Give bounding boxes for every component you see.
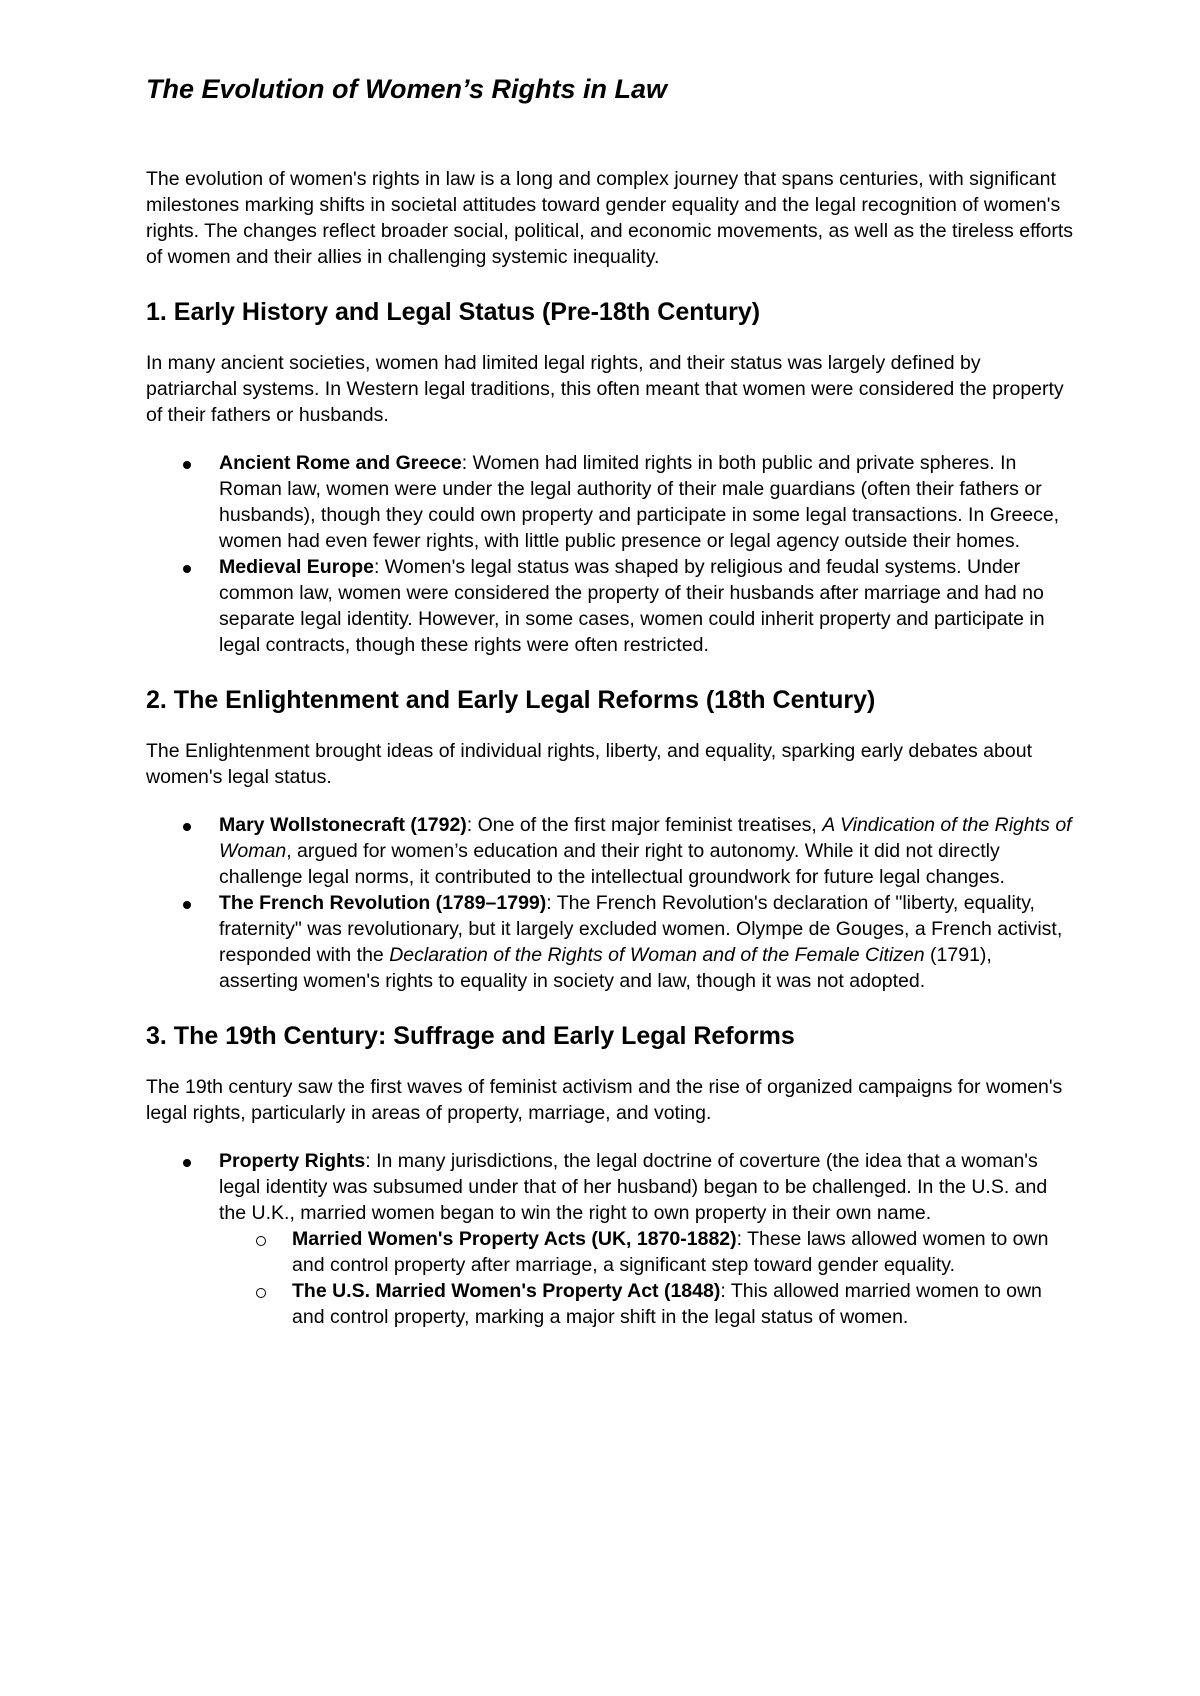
work-title: Declaration of the Rights of Woman and of the Female Citizen: [389, 944, 925, 966]
list-item: [219, 1148, 1076, 1330]
list-item: [219, 890, 1076, 994]
document-body: [146, 72, 1076, 1356]
list-item-term: The French Revolution (1789–1799): [219, 892, 547, 914]
intro-paragraph: The evolution of women's rights in law is a long and complex journey that spans centuries, with significant milestones marking shifts in societal attitudes toward gender equality and the legal recognition of women's rights. The changes reflect broader social, political, and economic movements, as well as the tireless efforts of women and their allies in challenging systemic inequality.: [146, 168, 1074, 268]
list-item-text: : One of the first major feminist treatises,: [466, 814, 823, 836]
bullet-icon: [183, 901, 191, 909]
sublist-item: [292, 1226, 1076, 1278]
section-3-sublist: [219, 1226, 1076, 1330]
list-item-term: Mary Wollstonecraft (1792): [219, 814, 467, 836]
list-item-text: : Women had limited rights in both public and private spheres. In Roman law, women were under the legal authority of their male guardians (often their fathers or husbands), though they could own property and participate in some legal transactions. In Greece, women had even fewer rights, with little public presence or legal agency outside their homes.: [219, 452, 1060, 552]
section-heading-1: 1. Early History and Legal Status (Pre-18th Century): [146, 298, 761, 326]
list-item-text: : The French Revolution's declaration of "liberty, equality, fraternity" was revolutionary, but it largely excluded women. Olympe de Gouges, a French activist, responded with the: [219, 892, 1063, 966]
list-item-text: : These laws allowed women to own and control property after marriage, a significant step toward gender equality.: [292, 1228, 1049, 1276]
list-item-text: : In many jurisdictions, the legal doctrine of coverture (the idea that a woman's legal identity was subsumed under that of her husband) began to be challenged. In the U.S. and the U.K., married women began to win the right to own property in their own name.: [219, 1150, 1048, 1224]
bullet-icon: [183, 461, 191, 469]
list-item: [219, 554, 1076, 658]
list-item-text: : Women's legal status was shaped by religious and feudal systems. Under common law, women were considered the property of their husbands after marriage and had no separate legal identity. However, in some cases, women could inherit property and participate in legal contracts, though these rights were often restricted.: [219, 556, 1045, 656]
bullet-icon: [183, 1159, 191, 1167]
section-2-paragraph: The Enlightenment brought ideas of individual rights, liberty, and equality, sparking early debates about women's legal status.: [146, 740, 1032, 788]
hollow-bullet-icon: [256, 1288, 266, 1298]
list-item-text: : This allowed married women to own and control property, marking a major shift in the legal status of women.: [292, 1280, 1042, 1328]
sublist-item: [292, 1278, 1076, 1330]
list-item-term: The U.S. Married Women's Property Act (1848): [292, 1280, 721, 1302]
section-1-list: [146, 450, 1076, 658]
section-2-list: [146, 812, 1076, 994]
work-title: A Vindication of the Rights of Woman: [219, 814, 1072, 862]
section-1-paragraph: In many ancient societies, women had limited legal rights, and their status was largely defined by patriarchal systems. In Western legal traditions, this often meant that women were considered the property of their fathers or husbands.: [146, 352, 1064, 426]
list-item: [219, 450, 1076, 554]
section-3-paragraph: The 19th century saw the first waves of feminist activism and the rise of organized campaigns for women's legal rights, particularly in areas of property, marriage, and voting.: [146, 1076, 1063, 1124]
list-item-text: , argued for women’s education and their right to autonomy. While it did not directly challenge legal norms, it contributed to the intellectual groundwork for future legal changes.: [219, 840, 1005, 888]
section-3-list: [146, 1148, 1076, 1330]
document-title: The Evolution of Women’s Rights in Law: [146, 74, 668, 104]
bullet-icon: [183, 565, 191, 573]
section-heading-3: 3. The 19th Century: Suffrage and Early Legal Reforms: [146, 1022, 795, 1050]
section-heading-2: 2. The Enlightenment and Early Legal Reforms (18th Century): [146, 686, 876, 714]
list-item-term: Property Rights: [219, 1150, 366, 1172]
hollow-bullet-icon: [256, 1236, 266, 1246]
list-item-term: Ancient Rome and Greece: [219, 452, 462, 474]
list-item-text: (1791), asserting women's rights to equality in society and law, though it was not adopted.: [219, 944, 992, 992]
list-item-term: Married Women's Property Acts (UK, 1870-1882): [292, 1228, 737, 1250]
list-item: [219, 812, 1076, 890]
bullet-icon: [183, 823, 191, 831]
list-item-term: Medieval Europe: [219, 556, 374, 578]
